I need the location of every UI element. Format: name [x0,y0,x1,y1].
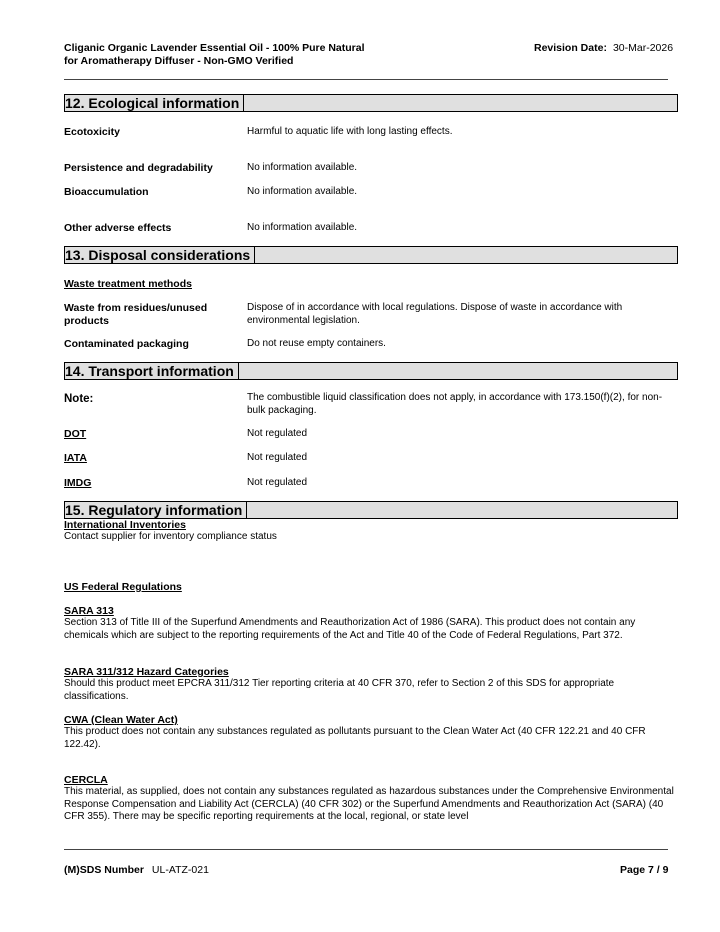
imdg-label: IMDG [64,477,92,489]
packaging-label: Contaminated packaging [64,338,189,350]
bioaccumulation-label: Bioaccumulation [64,186,149,198]
ecotoxicity-label: Ecotoxicity [64,126,121,138]
other-effects-value: No information available. [247,222,358,233]
iata-label: IATA [64,452,87,464]
product-name-line2: for Aromatherapy Diffuser - Non-GMO Verified [64,55,294,67]
section-13-header [64,246,678,264]
intl-inventories-text: Contact supplier for inventory compliance status [64,531,277,542]
waste-residues-label: Waste from residues/unused products [64,302,208,327]
sds-number-label: (M)SDS Number [64,864,144,876]
sara-311-heading: SARA 311/312 Hazard Categories [64,666,229,678]
bioaccumulation-value: No information available. [247,186,358,197]
product-name [64,42,484,68]
dot-value: Not regulated [247,428,308,439]
persistence-label: Persistence and degradability [64,162,213,174]
dot-label: DOT [64,428,87,440]
us-federal-heading: US Federal Regulations [64,581,182,593]
packaging-value: Do not reuse empty containers. [247,338,386,349]
other-effects-label: Other adverse effects [64,222,172,234]
waste-treatment-heading: Waste treatment methods [64,278,192,290]
persistence-value: No information available. [247,162,358,173]
header-divider [64,79,668,80]
sds-number [64,864,209,877]
sara-313-text: Section 313 of Title III of the Superfund Amendments and Reauthorization Act of 1986 (SARA). This product does not contain any chemicals which are subject to the reporting requirements of the Act and Title 40 of the Code of Federal Regulations, Part 372. [64,617,636,641]
revision-date [534,42,673,55]
cercla-heading: CERCLA [64,774,108,786]
product-name-line1: Cliganic Organic Lavender Essential Oil - 100% Pure Natural [64,42,365,54]
note-label: Note: [64,393,94,405]
intl-inventories-heading: International Inventories [64,519,186,531]
sds-number-value: UL-ATZ-021 [151,864,209,876]
section-15-header [64,501,678,519]
section-12-title: 12. Ecological information [65,95,244,111]
section-14-title: 14. Transport information [65,363,239,379]
section-13-title: 13. Disposal considerations [65,247,255,263]
sara-313-heading: SARA 313 [64,605,114,617]
footer-divider [64,849,668,850]
cwa-text: This product does not contain any substances regulated as pollutants pursuant to the Clean Water Act (40 CFR 122.21 and 40 CFR 122.42). [64,726,646,750]
section-15-title: 15. Regulatory information [65,502,247,518]
section-14-header [64,362,678,380]
iata-value: Not regulated [247,452,308,463]
page-number: Page 7 / 9 [620,864,669,876]
cercla-text: This material, as supplied, does not contain any substances regulated as hazardous substances under the Comprehensive Environmental Response Compensation and Liability Act (CERCLA) (40 CFR 302) or the Superfund Amendments and Reauthorization Act (SARA) (40 CFR 355). There may be specific reporting requirements at the local, regional, or state level [64,786,674,822]
imdg-value: Not regulated [247,477,308,488]
note-value: The combustible liquid classification does not apply, in accordance with 173.150(f)(2), for non-bulk packaging. [247,392,663,416]
section-12-header [64,94,678,112]
ecotoxicity-value: Harmful to aquatic life with long lasting effects. [247,126,453,137]
revision-date-value: 30-Mar-2026 [612,42,674,54]
revision-label: Revision Date: [534,42,607,54]
waste-residues-value: Dispose of in accordance with local regulations. Dispose of waste in accordance with environmental legislation. [247,302,623,326]
cwa-heading: CWA (Clean Water Act) [64,714,178,726]
sara-311-text: Should this product meet EPCRA 311/312 Tier reporting criteria at 40 CFR 370, refer to Section 2 of this SDS for appropriate classifications. [64,678,615,702]
